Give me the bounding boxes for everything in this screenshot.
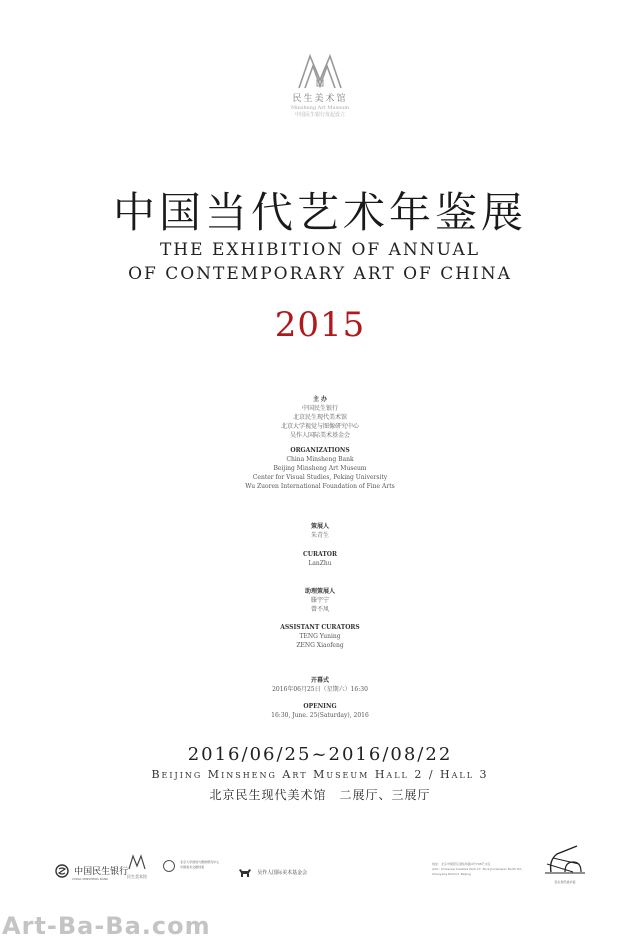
organizers-heading-cn: 主 办 [312, 396, 328, 403]
opening-heading-cn: 开幕式 [310, 677, 329, 684]
logo-name-cn: 民生美术馆 [292, 94, 348, 104]
bank-name-en: CHINA MINSHENG BANK [72, 877, 109, 881]
logo-name-en: Minsheng Art Museum [290, 105, 350, 111]
organizer-cn: 北京民生现代美术馆 [292, 414, 347, 421]
year: 2015 [274, 305, 366, 345]
bank-logo-icon [55, 864, 69, 878]
modern-museum-name: 民生现代美术馆 [554, 880, 576, 884]
footer-logos [0, 848, 640, 888]
organizers-heading-en: ORGANIZATIONS [290, 447, 350, 454]
mountain-logo-icon [296, 50, 344, 90]
footer-museum-name: 民生美术馆 [127, 874, 147, 879]
minsheng-bank-logo [55, 860, 128, 881]
assistant-name-cn: 滕宇宁 [310, 597, 329, 604]
opening-block [0, 676, 640, 720]
title-en-line1: THE EXHIBITION OF ANNUAL [159, 240, 481, 260]
address-block [432, 862, 538, 877]
exhibition-dates: 2016/06/25~2016/08/22 [187, 744, 453, 765]
title-en-line2: OF CONTEMPORARY ART OF CHINA [128, 264, 512, 284]
assistant-heading-cn: 助理策展人 [304, 588, 335, 595]
venue-cn: 北京民生现代美术馆 二展厅、三展厅 [209, 788, 431, 802]
opening-heading-en: OPENING [303, 703, 337, 710]
logo-sub: 中国民生银行发起设立 [294, 112, 345, 118]
minsheng-museum-logo [126, 854, 148, 880]
assistant-name-en: ZENG Xiaofeng [296, 642, 344, 649]
organizers-block [0, 395, 640, 491]
modern-museum-logo [543, 842, 587, 884]
bank-name-cn: 中国民生银行 [74, 867, 129, 877]
organizer-cn: 中国民生银行 [301, 405, 338, 412]
wu-zuoren-logo [238, 862, 307, 881]
ox-icon [238, 868, 252, 878]
building-logo-icon [543, 842, 587, 876]
curator-block [0, 522, 640, 568]
organizer-cn: 吴作人国际美术基金会 [289, 432, 350, 439]
opening-time-en: 16:30, June. 25(Saturday), 2016 [271, 712, 369, 719]
organizer-en: Wu Zuoren International Foundation of Fine Arts [245, 483, 395, 490]
curator-heading-en: CURATOR [303, 551, 337, 558]
organizer-cn: 北京大学视觉与图像研究中心 [280, 423, 359, 430]
title-cn: 中国当代艺术年鉴展 [112, 188, 527, 237]
pku-line2: 中国美术文献档案 [180, 865, 205, 869]
organizer-en: China Minsheng Bank [286, 456, 354, 463]
curator-name-en: LanZhu [308, 560, 332, 567]
organizer-en: Beijing Minsheng Art Museum [273, 465, 367, 472]
assistant-heading-en: ASSISTANT CURATORS [280, 624, 360, 631]
museum-logo [282, 50, 358, 130]
organizer-en: Center for Visual Studies, Peking University [252, 474, 388, 481]
assistant-curators-block [0, 587, 640, 650]
pku-seal-icon [163, 860, 175, 872]
watermark: Art-Ba-Ba.com [2, 912, 211, 940]
mountain-logo-icon [128, 854, 146, 870]
venue-en: Beijing Minsheng Art Museum Hall 2 / Hall 3 [151, 768, 489, 781]
wu-foundation-name: 吴作人国际美术基金会 [257, 870, 308, 876]
curator-name-cn: 朱青生 [310, 532, 329, 539]
address-en: Add.: Universal Creative Park C7, No.9 Jiuxianqiao North Rd., Chaoyang District, Beijing [432, 867, 523, 876]
opening-time-cn: 2016年06月25日（星期六）16:30 [272, 686, 368, 693]
address-cn: 地址：北京市朝阳区酒仙桥路4号798艺术区 [432, 862, 491, 866]
pku-logo [163, 860, 219, 879]
curator-heading-cn: 策展人 [310, 523, 329, 530]
assistant-name-en: TENG Yuning [299, 633, 341, 640]
pku-line1: 北京大学视觉与图像研究中心 [180, 860, 220, 864]
assistant-name-cn: 曾不凤 [310, 606, 329, 613]
